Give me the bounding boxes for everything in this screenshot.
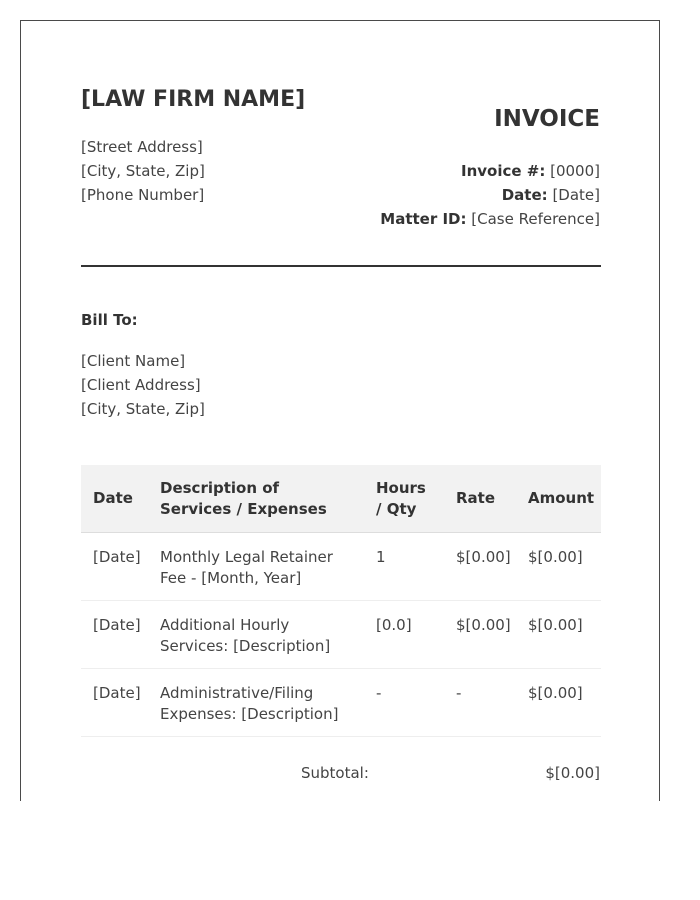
matter-id-value: [Case Reference] [471, 210, 600, 228]
header-description: Description of Services / Expenses [148, 465, 364, 533]
invoice-date-row [380, 183, 600, 207]
header-amount: Amount [516, 465, 601, 533]
matter-id-label: Matter ID: [380, 210, 467, 228]
invoice-page [20, 20, 660, 801]
invoice-meta [380, 159, 600, 231]
cell-rate: $[0.00] [444, 601, 516, 669]
invoice-number-label: Invoice #: [460, 162, 546, 180]
table-row [81, 669, 601, 737]
cell-rate: - [444, 669, 516, 737]
invoice-number-value: [0000] [550, 162, 600, 180]
header-date: Date [81, 465, 148, 533]
cell-date: [Date] [81, 669, 148, 737]
cell-amount: $[0.00] [516, 669, 601, 737]
cell-amount: $[0.00] [516, 601, 601, 669]
cell-amount: $[0.00] [516, 533, 601, 601]
header-hours-qty: Hours / Qty [364, 465, 444, 533]
client-name: [Client Name] [81, 352, 186, 370]
firm-street: [Street Address] [81, 138, 203, 156]
cell-description: Additional Hourly Services: [Description] [148, 601, 364, 669]
invoice-title: INVOICE [494, 106, 600, 132]
cell-hours-qty: [0.0] [364, 601, 444, 669]
cell-date: [Date] [81, 601, 148, 669]
table-row [81, 533, 601, 601]
client-address: [Client Address] [81, 376, 201, 394]
invoice-date-label: Date: [501, 186, 548, 204]
header-rate: Rate [444, 465, 516, 533]
subtotal-label: Subtotal: [301, 764, 369, 782]
invoice-date-value: [Date] [552, 186, 600, 204]
client-city-state-zip: [City, State, Zip] [81, 400, 205, 418]
firm-city-state-zip: [City, State, Zip] [81, 162, 205, 180]
invoice-number-row [380, 159, 600, 183]
table-row [81, 601, 601, 669]
bill-to-block [81, 349, 205, 421]
firm-phone: [Phone Number] [81, 186, 205, 204]
cell-description: Monthly Legal Retainer Fee - [Month, Year] [148, 533, 364, 601]
matter-id-row [380, 207, 600, 231]
cell-hours-qty: 1 [364, 533, 444, 601]
bill-to-label: Bill To: [81, 311, 138, 329]
cell-hours-qty: - [364, 669, 444, 737]
firm-address [81, 135, 205, 207]
line-items-table [81, 465, 601, 737]
cell-date: [Date] [81, 533, 148, 601]
cell-description: Administrative/Filing Expenses: [Description] [148, 669, 364, 737]
header-divider [81, 265, 601, 267]
firm-name: [LAW FIRM NAME] [81, 87, 306, 112]
cell-rate: $[0.00] [444, 533, 516, 601]
subtotal-value: $[0.00] [545, 764, 600, 782]
table-header-row [81, 465, 601, 533]
